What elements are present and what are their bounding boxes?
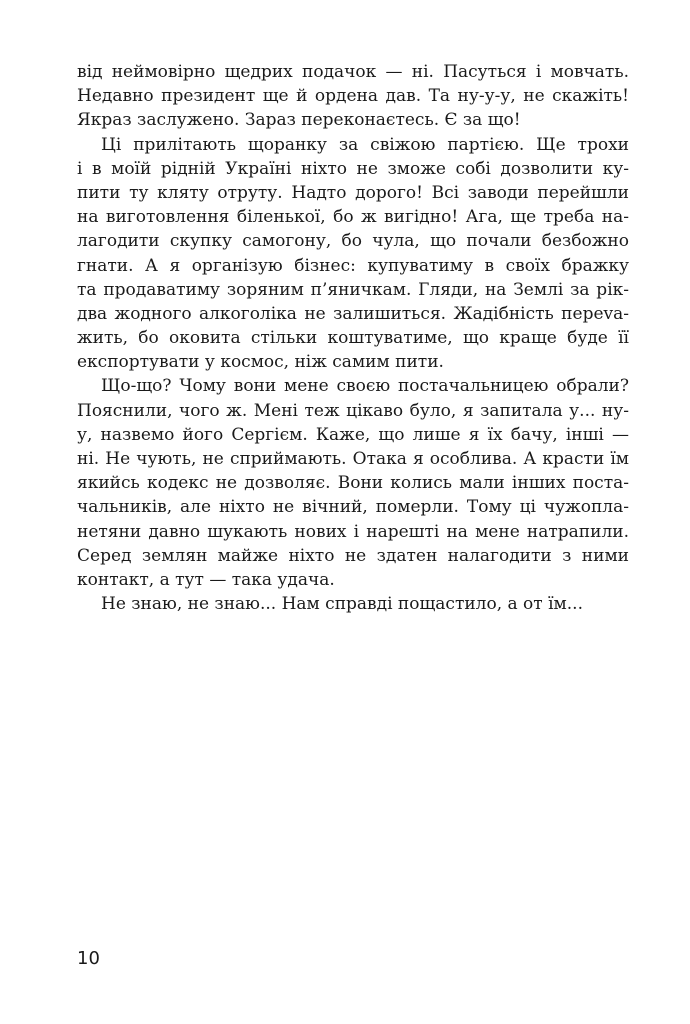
text-line: ні. Не чують, не сприймають. Отака я особлива. А красти їм — [77, 449, 629, 469]
text-line: жить, бо оковита стільки коштуватиме, що краще буде її — [77, 328, 629, 349]
text-line: та продаватиму зоряним п’яничкам. Гляди, на Землі за рік- — [77, 279, 629, 300]
text-line: і в моїй рідній Україні ніхто не зможе собі дозволити ку- — [77, 158, 629, 179]
text-line: від неймовірно щедрих подачок — ні. Пасуться і мовчать. — [77, 62, 629, 82]
paragraph-1 — [77, 60, 629, 133]
text-line: Пояснили, чого ж. Мені теж цікаво було, я запитала у... ну- — [77, 400, 629, 421]
text-line: контакт, а тут — така удача. — [77, 569, 335, 590]
text-line: пити ту кляту отруту. Надто дорого! Всі заводи перейшли — [77, 182, 629, 203]
text-line: Недавно президент ще й ордена дав. Та ну-у-у, не скажіть! — [77, 86, 629, 107]
text-line: два жодного алкоголіка не залишиться. Жадібність переva- — [77, 303, 629, 324]
text-line: нетяни давно шукають нових і нарешті на мене натрапили. — [77, 521, 629, 542]
text-line: Не знаю, не знаю... Нам справді пощастило, а от їм... — [101, 594, 583, 615]
text-line: лагодити скупку самогону, бо чула, що почали безбожно — [77, 231, 629, 252]
page-body — [77, 60, 629, 616]
paragraph-3 — [77, 374, 629, 592]
text-line: експортувати у космос, ніж самим пити. — [77, 352, 444, 373]
text-line: Що-що? Чому вони мене своєю постачальницею обрали? — [101, 376, 629, 397]
page-number: 10 — [77, 948, 100, 969]
text-line: гнати. А я організую бізнес: купуватиму в своїх бражку — [77, 255, 629, 276]
text-line: Якраз заслужено. Зараз переконаєтесь. Є за що! — [77, 110, 521, 131]
paragraph-4 — [77, 592, 629, 616]
text-line: Серед землян майже ніхто не здатен налагодити з ними — [77, 545, 629, 566]
text-line: у, назвемо його Сергієм. Каже, що лише я їх бачу, інші — — [77, 424, 629, 445]
text-line: чальників, але ніхто не вічний, померли. Тому ці чужопла- — [77, 497, 629, 518]
text-line: якийсь кодекс не дозволяє. Вони колись мали інших поста- — [77, 473, 629, 494]
text-line: Ці прилітають щоранку за свіжою партією. Ще трохи — [101, 134, 629, 155]
paragraph-2 — [77, 133, 629, 375]
text-line: на виготовлення біленької, бо ж вигідно! Ага, ще треба на- — [77, 207, 629, 228]
